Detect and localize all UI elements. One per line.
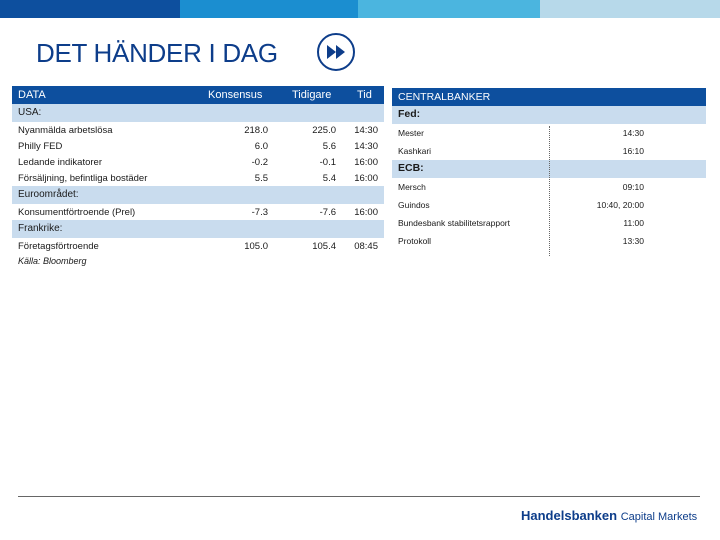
bank-event-time: 13:30: [622, 236, 644, 246]
color-bar-segment: [540, 0, 720, 18]
fast-forward-icon: [316, 32, 356, 72]
row-tidigare: 225.0: [312, 125, 336, 136]
section-label: Euroområdet:: [18, 189, 79, 200]
bank-event-time: 10:40, 20:00: [596, 200, 644, 210]
table-row: [12, 204, 384, 220]
bank-event-name: Mersch: [398, 182, 426, 192]
bank-event-name: Kashkari: [398, 146, 432, 156]
section-label: ECB:: [398, 162, 424, 174]
bank-event-time: 09:10: [622, 182, 644, 192]
section-label: Frankrike:: [18, 223, 63, 234]
color-bar-segment: [358, 0, 540, 18]
table-header: [12, 86, 384, 104]
row-tid: 16:00: [354, 173, 378, 184]
row-tid: 16:00: [354, 157, 378, 168]
bank-event-name: Guindos: [398, 200, 430, 210]
table-row: [12, 122, 384, 138]
table-row: [12, 170, 384, 186]
top-color-bar: [0, 0, 720, 18]
central-banks-header: [392, 88, 706, 106]
header-tidigare: Tidigare: [292, 89, 332, 101]
bank-event-name: Mester: [398, 128, 424, 138]
bank-event-time: 16:10: [622, 146, 644, 156]
table-row: [12, 138, 384, 154]
central-banks-title: CENTRALBANKER: [398, 91, 491, 103]
bank-event-name: Bundesbank stabilitetsrapport: [398, 218, 510, 228]
row-konsensus: -0.2: [251, 157, 268, 168]
page-title: DET HÄNDER I DAG: [36, 38, 278, 68]
data-table: [12, 86, 384, 254]
row-tid: 14:30: [354, 141, 378, 152]
row-tidigare: 5.4: [322, 173, 336, 184]
table-row: [12, 238, 384, 254]
color-bar-segment: [180, 0, 358, 18]
section-label: Fed:: [398, 108, 421, 120]
logo-sub: Capital Markets: [620, 511, 698, 523]
row-tid: 08:45: [354, 241, 378, 252]
row-konsensus: -7.3: [251, 207, 268, 218]
dotted-divider: [549, 126, 550, 256]
table-row: [12, 154, 384, 170]
bank-event-name: Protokoll: [398, 236, 432, 246]
header-konsensus: Konsensus: [208, 89, 263, 101]
row-label: Konsumentförtroende (Prel): [18, 207, 136, 218]
section-euroomradet: [12, 186, 384, 204]
header-tid: Tid: [357, 89, 372, 101]
row-tidigare: 105.4: [312, 241, 336, 252]
row-konsensus: 6.0: [254, 141, 268, 152]
bank-event-time: 14:30: [622, 128, 644, 138]
row-label: Företagsförtroende: [18, 241, 99, 252]
row-konsensus: 218.0: [244, 125, 268, 136]
section-usa: [12, 104, 384, 122]
color-bar-segment: [0, 0, 180, 18]
row-label: Ledande indikatorer: [18, 157, 102, 168]
row-tidigare: -0.1: [319, 157, 336, 168]
row-tidigare: 5.6: [322, 141, 336, 152]
section-fed: [392, 106, 706, 124]
row-tid: 14:30: [354, 125, 378, 136]
row-konsensus: 5.5: [254, 173, 268, 184]
header-data: DATA: [18, 89, 46, 101]
logo-main: Handelsbanken: [521, 508, 618, 523]
row-tidigare: -7.6: [319, 207, 336, 218]
row-konsensus: 105.0: [244, 241, 268, 252]
source-note: Källa: Bloomberg: [18, 256, 87, 266]
row-label: Försäljning, befintliga bostäder: [18, 173, 148, 184]
row-tid: 16:00: [354, 207, 378, 218]
section-frankrike: [12, 220, 384, 238]
section-label: USA:: [18, 107, 42, 118]
row-label: Nyanmälda arbetslösa: [18, 125, 113, 136]
bank-event-time: 11:00: [623, 218, 644, 228]
row-label: Philly FED: [18, 141, 63, 152]
company-logo: [521, 508, 697, 523]
footer-divider: [18, 496, 700, 497]
